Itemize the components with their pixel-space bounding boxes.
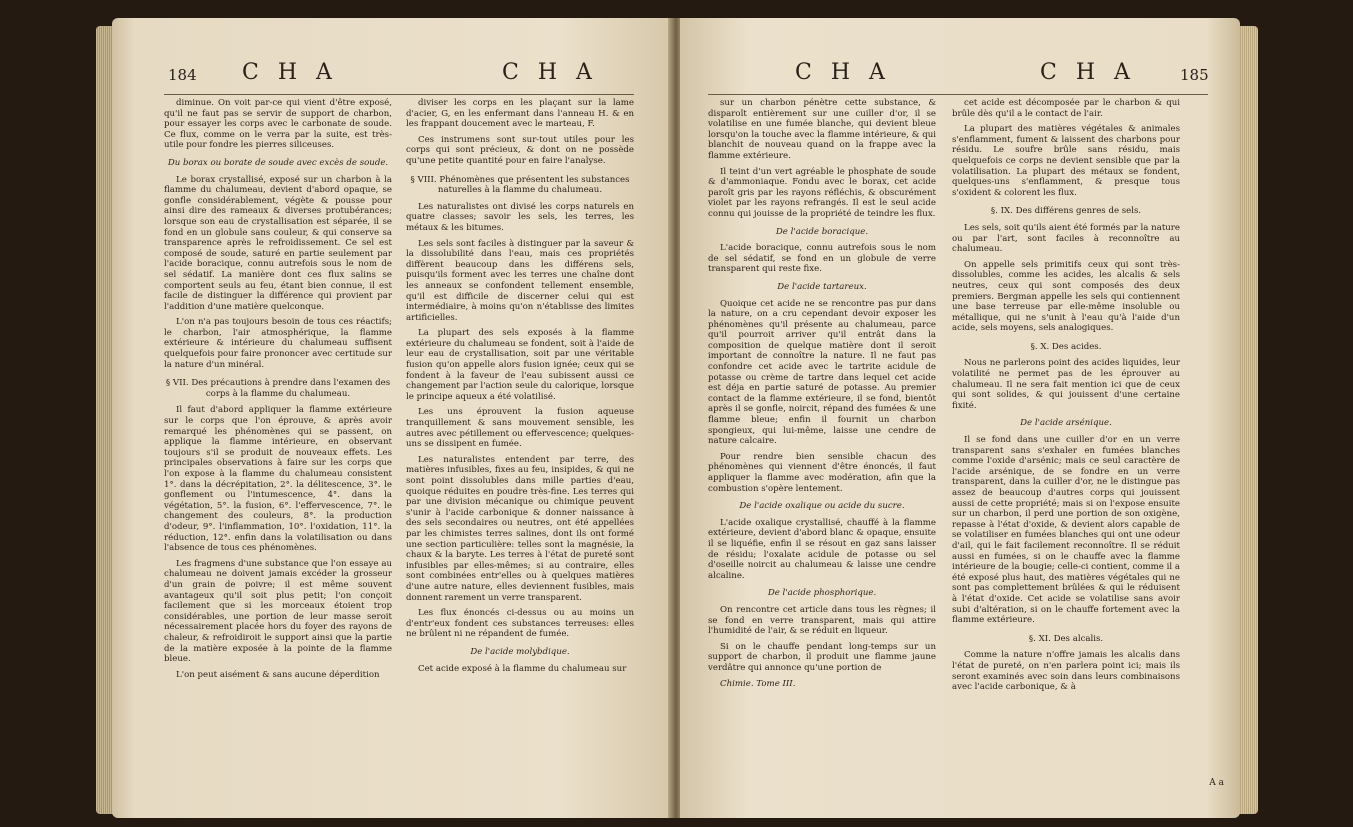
running-header: C H A [1040,60,1136,85]
text-column [952,98,1180,698]
right-page-edges [1238,26,1258,814]
right-page [680,18,1240,818]
header-rule [708,94,1208,95]
section-heading: De l'acide boracique. [775,226,869,237]
paragraph: Les naturalistes ont divisé les corps naturels en quatre classes; savoir les sels, les terres, les métaux & les bitumes. [406,201,634,233]
volume-footer: Chimie. Tome III. [720,678,796,689]
section-heading: § VII. Des précautions à prendre dans l'examen des corps à la flamme du chalumeau. [165,378,391,399]
paragraph: Nous ne parlerons point des acides liquides, leur volatilité ne permet pas de les éprouver au chalumeau. Il ne sera fait mention ici que de ceux qui sont solides, & qui jouissent d'une certaine fixité. [952,358,1180,411]
section-heading: Du borax ou borate de soude avec excès de soude. [167,157,389,168]
paragraph: Les flux énoncés ci-dessus ou au moins un d'entr'eux fondent ces substances terreuses: elles ne brûlent ni ne répandent de fumée. [406,608,634,640]
page-number: 184 [168,66,197,84]
paragraph: La plupart des matières végétales & animales s'enflamment, fument & laissent des charbons pour résidu. Le soufre brûle sans résidu, mais quelquefois ce corps ne devient sensible que par la volatilisation. La plupart des métaux se fondent, quelques-uns s'enflamment, & presque tous s'oxident & colorent les flux. [952,124,1180,198]
page-number: 185 [1180,66,1209,84]
text-column [164,98,392,685]
paragraph: Cet acide exposé à la flamme du chalumeau sur [418,663,627,674]
paragraph: On appelle sels primitifs ceux qui sont très-dissolubles, comme les acides, les alcalis & sels neutres, ceux qui sont composés des deux premiers. Bergman appelle les sels qui contiennent une base terreuse par elle-même insoluble ou métallique, qui ne s'unit à l'eau qu'à l'aide d'un acide, sels moyens, sels analogiques. [952,259,1180,334]
paragraph: cet acide est décomposée par le charbon & qui brûle dès qu'il a le contact de l'air. [952,98,1180,119]
paragraph: Les sels sont faciles à distinguer par la saveur & la dissolubilité dans l'eau, mais ces propriétés diffèrent beaucoup dans les différens sels, puisqu'ils forment avec les terres une chaîne dont les anneaux se confondent tellement ensemble, qu'il est difficile de discerner celui qui est intermédiaire, à moins qu'on n'établisse des limites artificielles. [406,238,634,323]
paragraph: diminue. On voit par-ce qui vient d'être exposé, qu'il ne faut pas se servir de support de charbon, pour essayer les corps avec le carbonate de soude. Ce flux, comme on le verra par la suite, est très-utile pour fondre les pierres siliceuses. [164,98,392,151]
paragraph: Les uns éprouvent la fusion aqueuse tranquillement & sans mouvement sensible, les autres avec pétillement ou effervescence; quelques-uns se dissipent en fumée. [406,407,634,450]
paragraph: On rencontre cet article dans tous les règnes; il se fond en verre transparent, mais qui attire l'humidité de l'air, & se réduit en liqueur. [708,604,936,637]
signature-mark: A a [1209,778,1224,788]
paragraph: Les naturalistes entendent par terre, des matières infusibles, fixes au feu, insipides, & qui ne sont point dissolubles dans mille parties d'eau, quoique réduites en poudre très-fine. Les terres qui par une division mécanique ou chimique peuvent s'unir à l'acide carbonique & donner naissance à des sels secondaires ou neutres, ont été appellées par les chimistes terres salines, dont ils ont formé une section particulière: telles sont la magnésie, la chaux & la baryte. Les terres à l'état de pureté sont infusibles par elles-mêmes; si au contraire, elles sont combinées entr'elles ou à quelques matières d'une autre nature, elles deviennent fusibles, mais donnent rarement un verre transparent. [406,454,634,603]
paragraph: Les fragmens d'une substance que l'on essaye au chalumeau ne doivent jamais excéder la grosseur d'un grain de poivre; il est même souvent avantageux qu'il soit plus petit; l'on conçoit facilement que si les morceaux étoient trop considérables, une portion de leur masse seroit nécessairement placée hors du foyer des rayons de chaleur, & refroidiroit le support ainsi que la partie de la matière exposée à la pointe de la flamme bleue. [164,558,392,665]
running-header: C H A [795,60,891,85]
left-page [112,18,672,818]
section-heading: §. IX. Des différens genres de sels. [990,206,1142,217]
text-column [406,98,634,679]
running-header: C H A [502,60,598,85]
paragraph: sur un charbon pénètre cette substance, & disparoît entièrement sur une cuiller d'or, il se volatilise en une fumée blanche, qui devient bleue lorsqu'on la touche avec la flamme intérieure, & qui blanchit de nouveau quand on la frappe avec la flamme extérieure. [708,98,936,161]
paragraph: Si on le chauffe pendant long-temps sur un support de charbon, il produit une flamme jaune verdâtre qui annonce qu'une portion de [708,641,936,673]
paragraph: Les sels, soit qu'ils aient été formés par la nature ou par l'art, sont faciles à reconnoître au chalumeau. [952,222,1180,255]
section-heading: §. X. Des acides. [1030,341,1102,352]
paragraph: Pour rendre bien sensible chacun des phénomènes qui viennent d'être énoncés, il faut appliquer la flamme avec modération, afin que la combustion s'opère lentement. [708,451,936,494]
section-heading: De l'acide arsénique. [1020,418,1112,429]
paragraph: La plupart des sels exposés à la flamme extérieure du chalumeau se fondent, soit à l'aide de leur eau de crystallisation, soit par une véritable fusion qu'on appelle alors fusion ignée; ceux qui se fondent à la faveur de l'eau subissent aussi ce changement par l'action seule du calorique, lorsque le principe aqueux a été volatilisé. [406,328,634,402]
section-heading: §. XI. Des alcalis. [1028,633,1104,644]
section-heading: De l'acide molybdique. [470,646,570,657]
section-heading: § VIII. Phénomènes que présentent les substances naturelles à la flamme du chalumeau. [410,174,630,196]
paragraph: Le borax crystallisé, exposé sur un charbon à la flamme du chalumeau, devient d'abord opaque, se gonfle considérablement, végète & pousse pour ainsi dire des rameaux & diverses protubérances; lorsque son eau de crystallisation est séparée, il se fond en un globule sans couleur, & qui conserve sa transparence après le refroidissement. Ce sel est composé de soude, saturé en partie seulement par l'acide boracique, connu autrefois sous le nom de sel sédatif. La manière dont ces flux salins se comportent seuls au feu, étant bien connue, il est facile de distinguer la différence qui provient par l'addition d'une matière quelconque. [164,174,392,312]
paragraph: Ces instrumens sont sur-tout utiles pour les corps qui sont précieux, & dont on ne possède qu'une petite quantité pour en faire l'analyse. [406,134,634,166]
paragraph: Comme la nature n'offre jamais les alcalis dans l'état de pureté, on n'en parlera point ici; mais ils seront examinés avec soin dans leurs combinaisons avec l'acide carbonique, & à [952,650,1180,693]
paragraph: L'acide boracique, connu autrefois sous le nom de sel sédatif, se fond en un globule de verre transparent qui reste fixe. [708,243,936,275]
section-heading: De l'acide tartareux. [777,281,867,292]
paragraph: L'acide oxalique crystallisé, chauffé à la flamme extérieure, devient d'abord blanc & opaque, ensuite il se liquéfie, enfin il se résout en gaz sans laisser de résidu; l'oxalate acidule de potasse ou sel d'oseille noircit au chalumeau & laisse une cendre alcaline. [708,517,936,581]
paragraph: L'on n'a pas toujours besoin de tous ces réactifs; le charbon, l'air atmosphérique, la flamme extérieure & intérieure du chalumeau suffisent quelquefois pour faire prononcer avec certitude sur la nature d'un minéral. [164,317,392,370]
paragraph: L'on peut aisément & sans aucune déperdition [176,669,380,680]
section-heading: De l'acide oxalique ou acide du sucre. [739,501,905,512]
paragraph: Il teint d'un vert agréable le phosphate de soude & d'ammoniaque. Fondu avec le borax, cet acide paroît gris par les rayons réfléchis, & obscurément violet par les rayons refrangés. Il est le seul acide connu qui jouisse de la propriété de teindre les flux. [708,166,936,219]
header-rule [164,94,634,95]
paragraph: Quoique cet acide ne se rencontre pas pur dans la nature, on a cru cependant devoir exposer les phénomènes qu'il présente au chalumeau, parce qu'il pourroit arriver qu'il entrât dans la composition de quelque matière dont il seroit important de connoître la nature. Il ne faut pas confondre cet acide avec le tartrite acidule de potasse ou crème de tartre dans lequel cet acide est déja en partie saturé de potasse. Au premier contact de la flamme extérieure, il se fond, bientôt après il se gonfle, noircit, répand des fumées & une flamme bleue; enfin il fournit un charbon spongieux, qui lui-même, laisse une cendre de nature calcaire. [708,298,936,447]
paragraph: Il faut d'abord appliquer la flamme extérieure sur le corps que l'on éprouve, & après avoir remarqué les phénomènes qui se passent, on applique la flamme intérieure, en observant toujours s'il se produit de nouveaux effets. Les principales observations à faire sur les corps que l'on expose à la flamme du chalumeau consistent 1°. dans la décrépitation, 2°. la délitescence, 3°. le gonflement ou l'intumescence, 4°. dans la végétation, 5°. la fusion, 6°. l'effervescence, 7°. le changement des couleurs, 8°. la production d'odeur, 9°. l'inflammation, 10°. l'oxidation, 11°. la réduction, 12°. enfin dans la volatilisation ou dans l'absence de tous ces phénomènes. [164,405,392,554]
section-heading: De l'acide phosphorique. [767,588,877,599]
running-header: C H A [242,60,338,85]
paragraph: diviser les corps en les plaçant sur la lame d'acier, G, en les enfermant dans l'anneau H. & en les frappant doucement avec le marteau, F. [406,98,634,130]
text-column [708,98,936,694]
paragraph: Il se fond dans une cuiller d'or en un verre transparent sans s'exhaler en fumées blanches comme l'oxide d'arsénic; mais ce seul caractère de l'acide arsénique, de se fondre en un verre transparent, dans la cuiller d'or, ne le distingue pas assez de beaucoup d'autres corps qui jouissent aussi de cette propriété; mais si on l'expose ensuite sur un charbon, il perd une portion de son oxigène, repasse à l'état d'oxide, & devient alors capable de se volatiliser en fumées blanches qui ont une odeur d'ail, qui le fait facilement reconnoître. Il se réduit aussi en fumées, si on le chauffe avec la flamme intérieure de la bougie; celle-ci contient, comme il a été exposé plus haut, des matières végétales qui ne sont pas complettement brûlées & qui le réduisent à l'état d'oxide. Cet acide se volatilise sans avoir subi d'altération, si on le chauffe fortement avec la flamme extérieure. [952,435,1180,626]
